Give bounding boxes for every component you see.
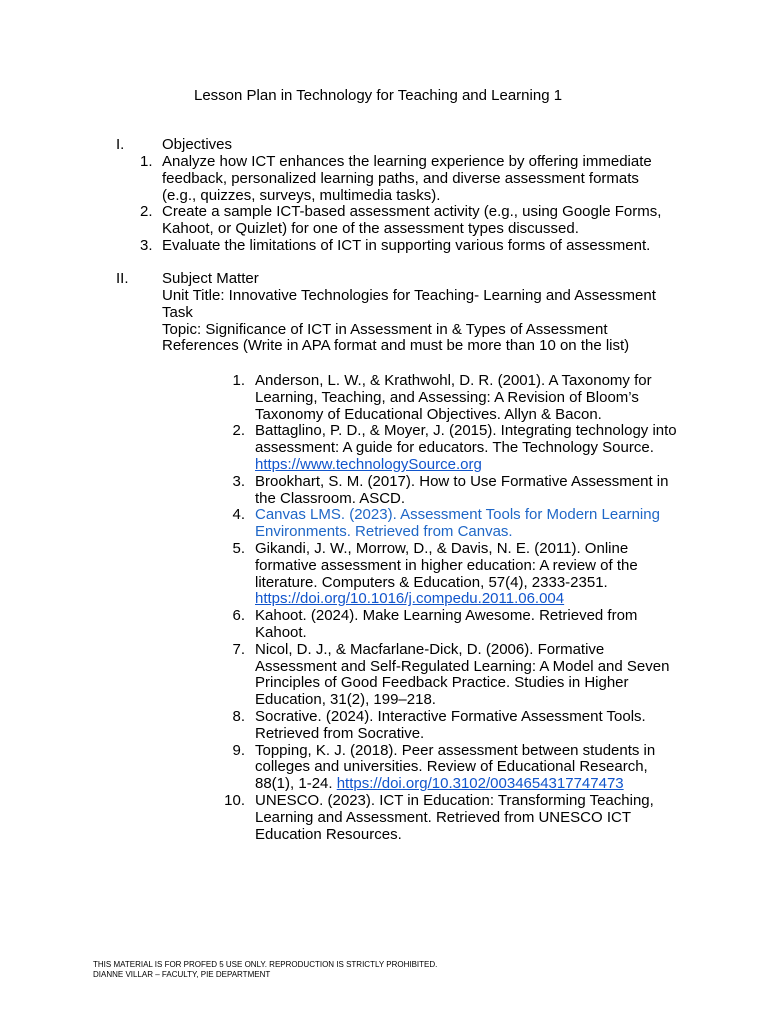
objective-number: 1.	[140, 153, 153, 170]
objective-number: 2.	[140, 203, 153, 221]
reference-text: Anderson, L. W., & Krathwohl, D. R. (2001). A Taxonomy for Learning, Teaching, and Assessing: A Revision of Bloom’s Taxonomy of Educational Objectives. Allyn & Bacon.	[255, 372, 652, 423]
footer-notice: THIS MATERIAL IS FOR PROFED 5 USE ONLY. REPRODUCTION IS STRICTLY PROHIBITED.	[93, 960, 438, 969]
objective-text: Create a sample ICT-based assessment activity (e.g., using Google Forms, Kahoot, or Quizlet) for one of the assessment types discussed.	[162, 203, 662, 238]
reference-link[interactable]: https://doi.org/10.1016/j.compedu.2011.06.004	[255, 590, 565, 608]
section-numeral-subject-matter: II.	[116, 270, 129, 287]
reference-text: Battaglino, P. D., & Moyer, J. (2015). Integrating technology into assessment: A guide for educators. The Technology Source.	[255, 422, 677, 457]
reference-number: 3.	[232, 472, 245, 490]
objectives-heading: Objectives	[162, 136, 233, 153]
reference-text: UNESCO. (2023). ICT in Education: Transforming Teaching, Learning and Assessment. Retrieved from UNESCO ICT Education Resources.	[255, 791, 654, 843]
reference-number: 6.	[232, 607, 245, 625]
reference-link[interactable]: https://www.technologySource.org	[255, 455, 482, 473]
unit-title: Unit Title: Innovative Technologies for Teaching- Learning and Assessment Task	[162, 287, 656, 321]
footer-author: DIANNE VILLAR – FACULTY, PIE DEPARTMENT	[93, 970, 271, 979]
reference-item	[0, 507, 680, 541]
reference-item	[0, 541, 680, 608]
reference-number: 10.	[224, 791, 245, 809]
reference-item	[0, 709, 680, 743]
reference-number: 7.	[232, 640, 245, 658]
objective-text: Evaluate the limitations of ICT in supporting various forms of assessment.	[162, 236, 651, 254]
page-title: Lesson Plan in Technology for Teaching and Learning 1	[194, 87, 563, 104]
reference-text: Canvas LMS. (2023). Assessment Tools for Modern Learning Environments. Retrieved from Canvas.	[255, 506, 660, 541]
references-list	[0, 373, 768, 843]
section-numeral-objectives: I.	[116, 136, 125, 153]
footer	[93, 960, 437, 980]
objective-item	[0, 154, 672, 204]
reference-number: 2.	[232, 422, 245, 440]
reference-text: Socrative. (2024). Interactive Formative Assessment Tools. Retrieved from Socrative.	[255, 707, 646, 742]
subject-matter-details	[162, 288, 677, 355]
reference-text: Topping, K. J. (2018). Peer assessment between students in colleges and universities. Review of Educational Research, 88(1), 1-24.	[255, 741, 656, 793]
reference-item	[0, 474, 680, 508]
reference-item	[0, 423, 680, 473]
objective-item	[0, 204, 672, 238]
objectives-list	[0, 154, 768, 255]
reference-item	[0, 642, 680, 709]
reference-number: 5.	[232, 539, 245, 557]
reference-item	[0, 793, 680, 843]
reference-text: Brookhart, S. M. (2017). How to Use Formative Assessment in the Classroom. ASCD.	[255, 472, 669, 507]
reference-text: Nicol, D. J., & Macfarlane-Dick, D. (2006). Formative Assessment and Self-Regulated Learning: A Model and Seven Principles of Good Feedback Practice. Studies in Higher Education, 31(2), 199–218.	[255, 640, 670, 709]
objective-text: Analyze how ICT enhances the learning experience by offering immediate feedback, personalized learning paths, and diverse assessment formats (e.g., quizzes, surveys, multimedia tasks).	[162, 153, 652, 204]
reference-text: Gikandi, J. W., Morrow, D., & Davis, N. E. (2011). Online formative assessment in higher education: A review of the literature. Computers & Education, 57(4), 2333-2351.	[255, 539, 638, 591]
topic: Topic: Significance of ICT in Assessment in & Types of Assessment	[162, 320, 608, 338]
reference-link[interactable]: https://doi.org/10.3102/0034654317747473	[336, 775, 624, 793]
objective-item	[0, 238, 672, 255]
reference-text: Kahoot. (2024). Make Learning Awesome. Retrieved from Kahoot.	[255, 607, 638, 641]
reference-number: 1.	[232, 372, 245, 389]
reference-item	[0, 743, 680, 793]
reference-item	[0, 373, 680, 423]
subject-matter-heading: Subject Matter	[162, 270, 259, 287]
reference-number: 8.	[232, 707, 245, 725]
reference-item	[0, 608, 680, 642]
objective-number: 3.	[140, 236, 153, 254]
reference-number: 9.	[232, 741, 245, 759]
references-heading: References (Write in APA format and must be more than 10 on the list)	[162, 337, 630, 355]
reference-number: 4.	[232, 506, 245, 524]
